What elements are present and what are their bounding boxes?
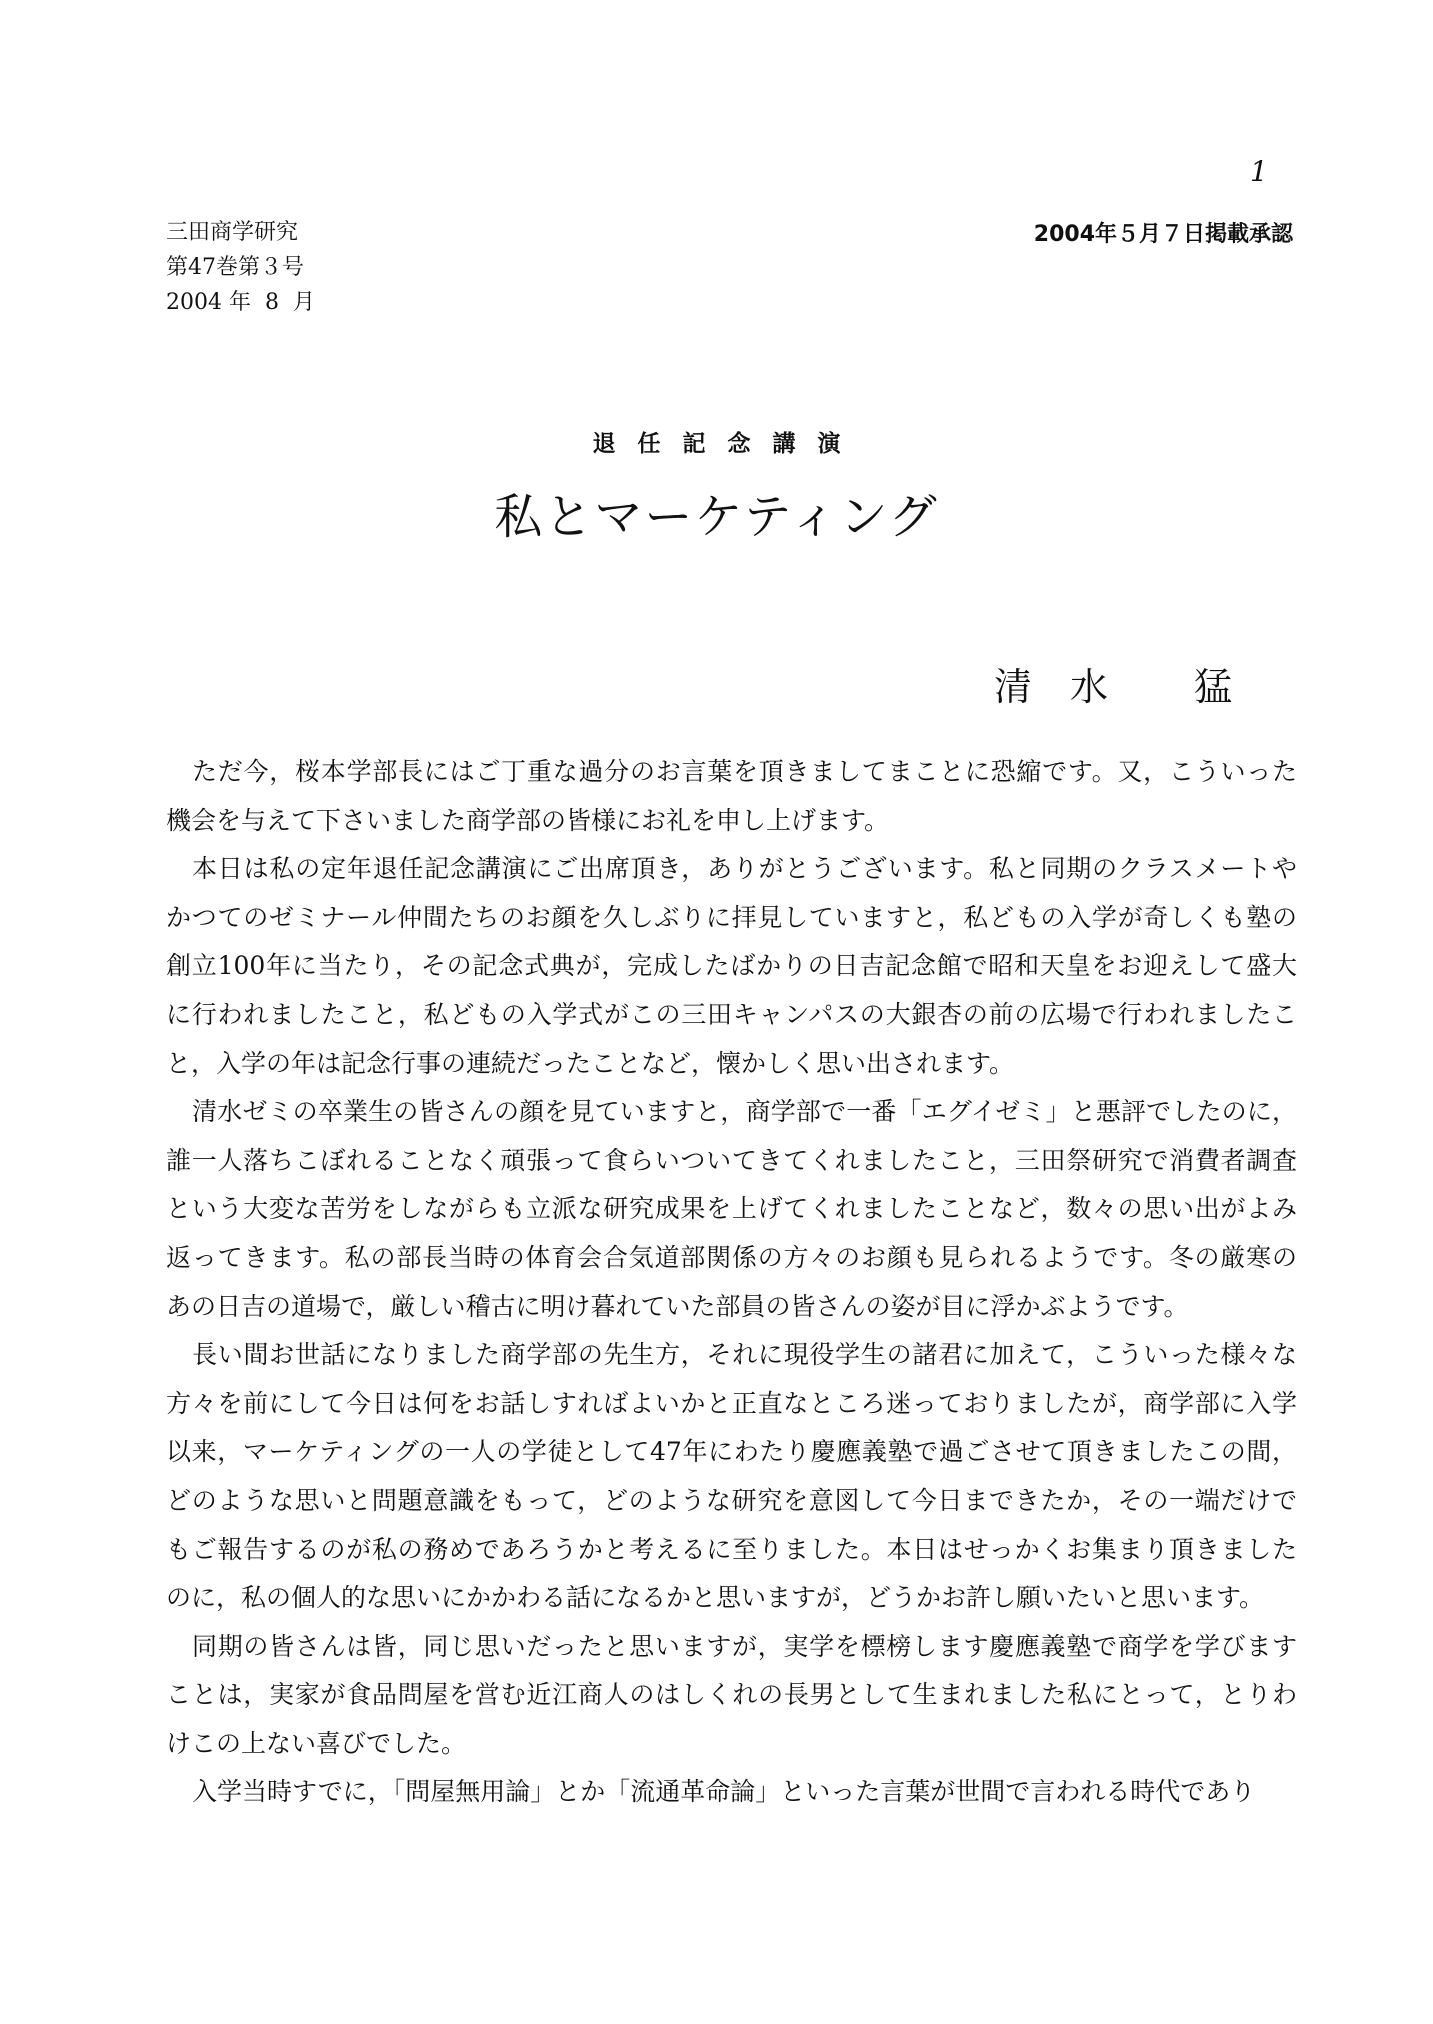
author-given-name: 猛 — [1194, 665, 1233, 709]
text-line: ことは，実家が食品問屋を営む近江商人のはしくれの長男として生まれました私にとって，とりわ — [166, 1680, 1297, 1710]
text-line: ただ今，桜本学部長にはご丁重な過分のお言葉を頂きましてまことに恐縮です。又，こういった — [192, 757, 1297, 786]
journal-info — [166, 215, 315, 320]
text-line: に行われましたこと，私どもの入学式がこの三田キャンパスの大銀杏の前の広場で行われましたこ — [166, 999, 1297, 1029]
text-line: 本日は私の定年退任記念講演にご出席頂き，ありがとうございます。私と同期のクラスメートや — [192, 854, 1297, 884]
page-title: 私とマーケティング — [494, 489, 939, 545]
text-line: 以来，マーケティングの一人の学徒として47年にわたり慶應義塾で過ごさせて頂きましたこの間， — [166, 1437, 1297, 1467]
text-line: 入学当時すでに，「問屋無用論」とか「流通革命論」といった言葉が世間で言われる時代であり — [192, 1777, 1256, 1807]
journal-volume: 第47巻第３号 — [166, 255, 304, 280]
text-line: 長い間お世話になりました商学部の先生方，それに現役学生の諸君に加えて，こういった様々な — [192, 1340, 1297, 1370]
paragraph — [166, 1768, 1297, 1817]
journal-date: 2004 年 8 月 — [166, 290, 315, 315]
text-line: 創立100年に当たり，その記念式典が，完成したばかりの日吉記念館で昭和天皇をお迎えして盛大 — [166, 951, 1297, 981]
author-family-name: 清 水 — [994, 665, 1109, 709]
paragraph — [166, 748, 1297, 845]
text-line: どのような思いと問題意識をもって，どのような研究を意図して今日まできたか，その一端だけで — [166, 1485, 1297, 1515]
text-line: あの日吉の道場で，厳しい稽古に明け暮れていた部員の皆さんの姿が目に浮かぶようです。 — [166, 1291, 1189, 1321]
paragraph — [166, 1331, 1297, 1623]
series-label: 退任記念講演 — [592, 431, 863, 457]
text-line: と，入学の年は記念行事の連続だったことなど，懐かしく思い出されます。 — [166, 1048, 1015, 1078]
text-line: 誰一人落ちこぼれることなく頑張って食らいついてきてくれましたこと，三田祭研究で消費者調査 — [166, 1145, 1297, 1175]
page-number: 1 — [1250, 155, 1268, 188]
text-line: 機会を与えて下さいました商学部の皆様にお礼を申し上げます。 — [166, 805, 890, 835]
text-line: 同期の皆さんは皆，同じ思いだったと思いますが，実学を標榜します慶應義塾で商学を学びます — [192, 1631, 1297, 1661]
text-line: のに，私の個人的な思いにかかわる話になるかと思いますが，どうかお許し願いたいと思います。 — [166, 1583, 1265, 1613]
text-line: かつてのゼミナール仲間たちのお顔を久しぶりに拝見していますと，私どもの入学が奇しくも塾の — [166, 902, 1297, 932]
text-line: 返ってきます。私の部長当時の体育会合気道部関係の方々のお顔も見られるようです。冬の厳寒の — [166, 1242, 1297, 1272]
author — [994, 656, 1232, 711]
text-line: 清水ゼミの卒業生の皆さんの顔を見ていますと，商学部で一番「エグイゼミ」と悪評でしたのに， — [192, 1097, 1297, 1127]
journal-name: 三田商学研究 — [166, 220, 299, 245]
paragraph — [166, 1088, 1297, 1331]
text-line: 方々を前にして今日は何をお話しすればよいかと正直なところ迷っておりましたが，商学部に入学 — [166, 1388, 1297, 1418]
text-line: もご報告するのが私の務めであろうかと考えるに至りました。本日はせっかくお集まり頂きました — [166, 1534, 1297, 1564]
approval-date: 2004年５月７日掲載承認 — [1033, 222, 1293, 247]
text-line: という大変な苦労をしながらも立派な研究成果を上げてくれましたことなど，数々の思い出がよみ — [166, 1194, 1297, 1224]
text-line: けこの上ない喜びでした。 — [166, 1728, 467, 1758]
paragraph — [166, 1623, 1297, 1769]
paragraph — [166, 845, 1297, 1088]
body-text — [166, 748, 1297, 1817]
